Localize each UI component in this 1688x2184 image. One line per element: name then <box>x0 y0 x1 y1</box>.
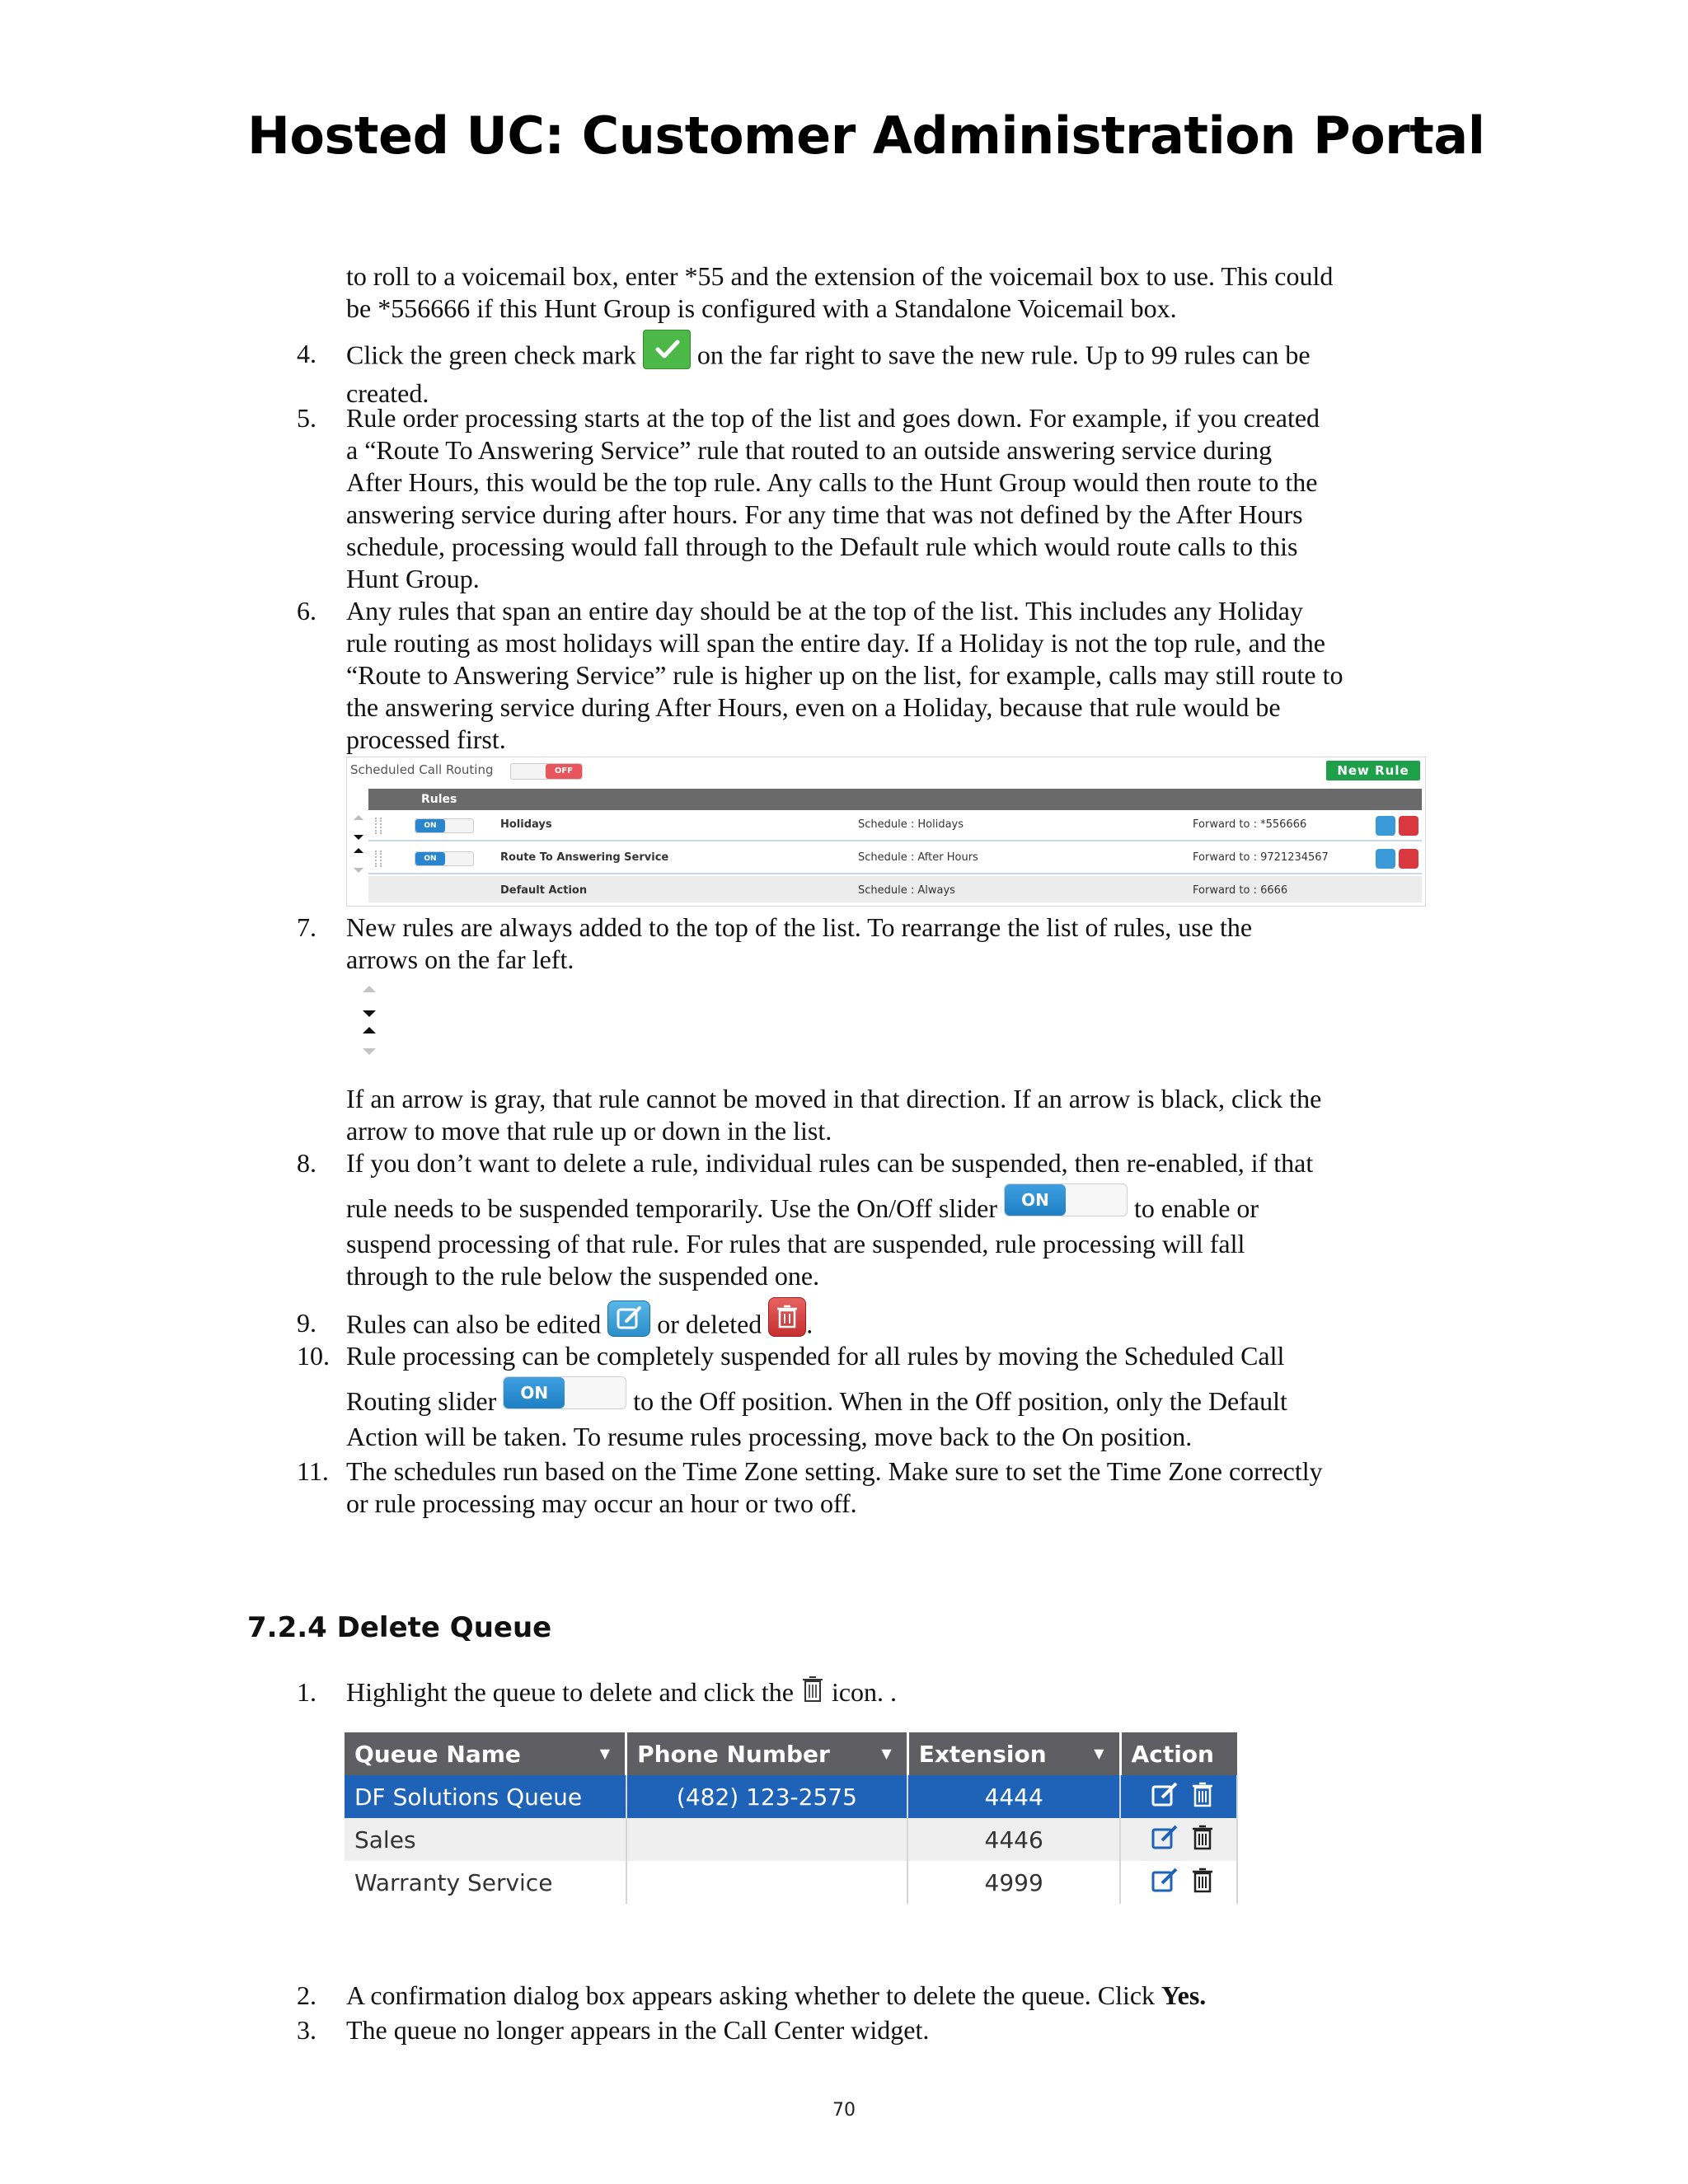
edit-icon[interactable] <box>1151 1867 1180 1899</box>
scheduled-routing-toggle[interactable]: OFF <box>510 763 583 780</box>
intro-paragraph: to roll to a voicemail box, enter *55 and the extension of the voicemail box to use. This could be *556666 if this Hunt Group is configured with a Standalone Voicemail box. <box>346 261 1334 323</box>
on-off-slider[interactable]: ON <box>1004 1183 1128 1216</box>
column-header-action: Action <box>1120 1732 1237 1775</box>
sort-icon[interactable]: ▼ <box>881 1746 892 1761</box>
default-action-row: Default Action Schedule : Always Forward to : 6666 <box>368 876 1422 902</box>
trash-icon <box>800 1674 825 1704</box>
rule-row: ON Holidays Schedule : Holidays Forward to : *556666 <box>368 810 1422 841</box>
scheduled-call-routing-slider[interactable]: ON <box>503 1376 626 1409</box>
page-title: Hosted UC: Customer Administration Portal <box>247 105 1485 166</box>
drag-handle-icon[interactable] <box>375 851 382 867</box>
arrows-explanation: If an arrow is gray, that rule cannot be moved in that direction. If an arrow is black, click the arrow to move that rule up or down in the list. <box>346 1084 1322 1146</box>
drag-handle-icon[interactable] <box>375 818 382 834</box>
rule-toggle[interactable]: ON <box>415 851 474 866</box>
edit-icon[interactable] <box>1151 1781 1180 1813</box>
page-number: 70 <box>832 2100 856 2121</box>
section-heading: 7.2.4 Delete Queue <box>247 1611 552 1644</box>
row-2-move-arrows-icon[interactable] <box>350 845 367 876</box>
delete-icon[interactable] <box>1191 1781 1214 1813</box>
sort-icon[interactable]: ▼ <box>1094 1746 1104 1761</box>
delete-icon[interactable] <box>768 1297 806 1337</box>
delete-icon[interactable] <box>1191 1867 1214 1899</box>
rule-row: ON Route To Answering Service Schedule : After Hours Forward to : 9721234567 <box>368 843 1422 874</box>
edit-icon[interactable] <box>1376 816 1395 836</box>
check-mark-icon[interactable] <box>643 330 691 369</box>
column-header-queue-name[interactable]: Queue Name ▼ <box>345 1732 626 1775</box>
table-row[interactable]: Warranty Service 4999 <box>345 1861 1237 1904</box>
delete-icon[interactable] <box>1191 1824 1214 1856</box>
rules-header: Rules <box>368 789 1422 810</box>
queue-table <box>345 1732 1238 1904</box>
sort-icon[interactable]: ▼ <box>599 1746 611 1761</box>
scheduled-call-routing-label: Scheduled Call Routing <box>350 762 494 777</box>
edit-icon[interactable] <box>1376 849 1395 869</box>
table-row[interactable]: Sales 4446 <box>345 1818 1237 1861</box>
delete-icon[interactable] <box>1399 816 1418 836</box>
column-header-phone-number[interactable]: Phone Number ▼ <box>626 1732 908 1775</box>
move-arrows-icon <box>353 979 386 1058</box>
edit-icon[interactable] <box>607 1301 650 1337</box>
scheduled-call-routing-panel <box>346 757 1426 907</box>
new-rule-button[interactable]: New Rule <box>1326 761 1420 780</box>
table-row[interactable]: DF Solutions Queue (482) 123-2575 4444 <box>345 1775 1237 1818</box>
row-1-move-arrows-icon[interactable] <box>350 812 367 843</box>
edit-icon[interactable] <box>1151 1824 1180 1856</box>
rule-toggle[interactable]: ON <box>415 818 474 833</box>
column-header-extension[interactable]: Extension ▼ <box>907 1732 1120 1775</box>
delete-icon[interactable] <box>1399 849 1418 869</box>
